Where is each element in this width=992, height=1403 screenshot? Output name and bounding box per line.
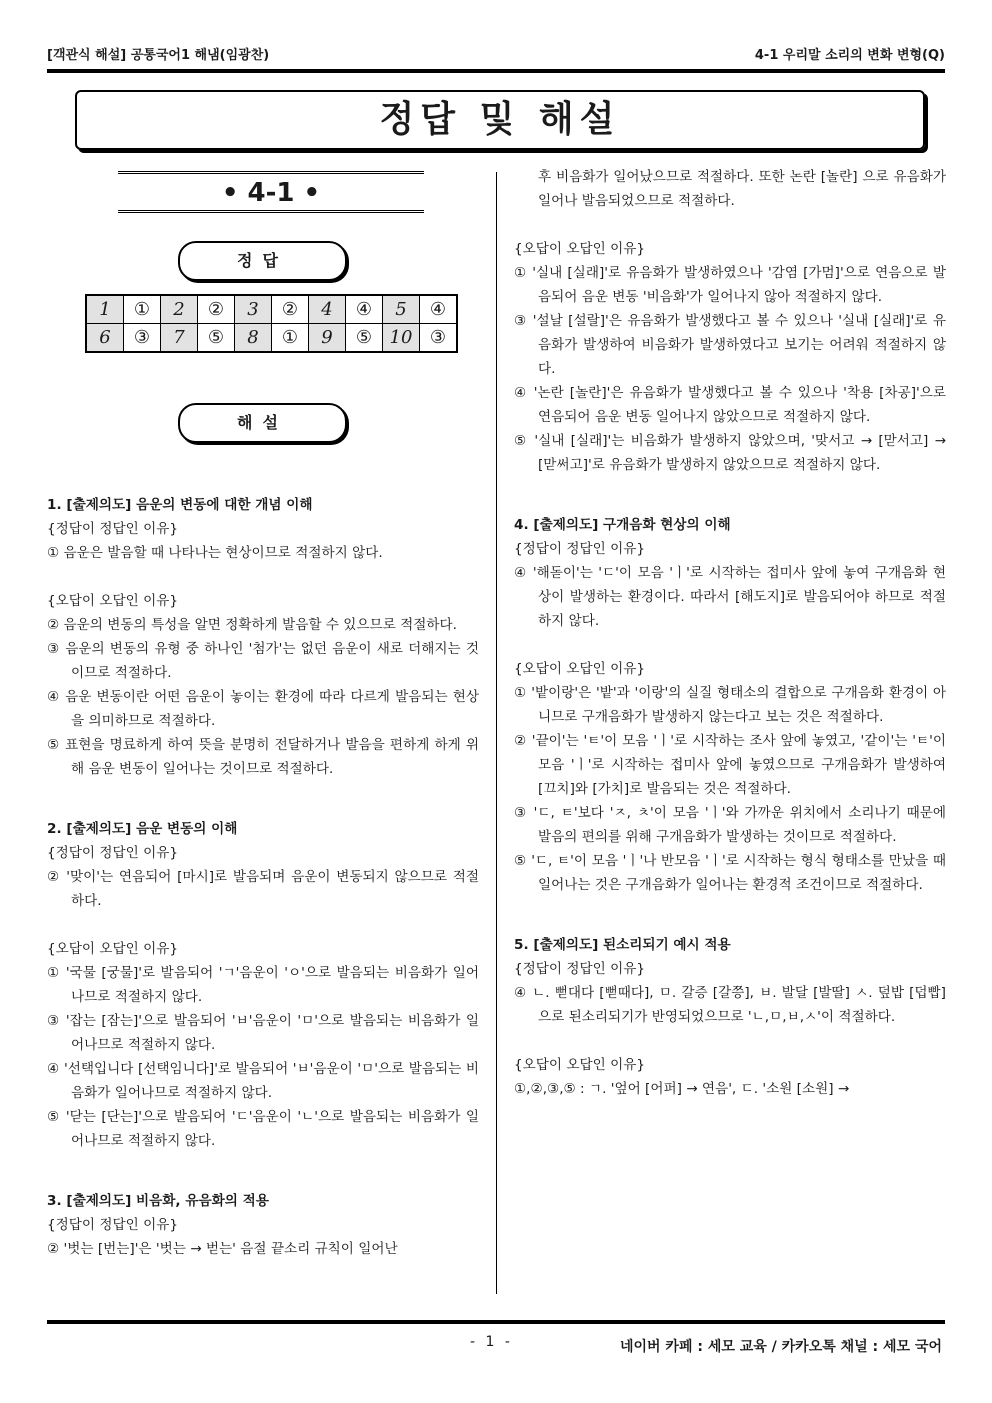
answer-row (86, 324, 457, 353)
q2-correct-heading: {정답이 정답인 이유} (47, 845, 178, 861)
explanation-pill: 해설 (178, 403, 347, 443)
answer-value: ③ (124, 324, 161, 353)
q4-title: 4. [출제의도] 구개음화 현상의 이해 (514, 517, 731, 533)
answer-value: ④ (420, 295, 458, 324)
q2-wrong-item: ④ '선택입니다 [선택임니다]'로 발음되어 'ㅂ'음운이 'ㅁ'으로 발음되는 비음화가 일어나므로 적절하지 않다. (47, 1061, 479, 1101)
q1-correct-item: ① 음운은 발음할 때 나타나는 현상이므로 적절하지 않다. (47, 545, 383, 561)
q2-wrong-heading: {오답이 오답인 이유} (47, 941, 178, 957)
answer-number: 7 (161, 324, 198, 353)
q2-wrong-item: ① '국물 [궁물]'로 발음되어 'ㄱ'음운이 'ㅇ'으로 발음되는 비음화가 일어나므로 적절하지 않다. (47, 965, 479, 1005)
answer-number: 9 (309, 324, 346, 353)
q2-wrong-item: ⑤ '닫는 [단는]'으로 발음되어 'ㄷ'음운이 'ㄴ'으로 발음되는 비음화가 일어나므로 적절하지 않다. (47, 1109, 479, 1149)
q1-wrong-item: ⑤ 표현을 명료하게 하여 뜻을 분명히 전달하거나 발음을 편하게 하게 위해 음운 변동이 일어나는 것이므로 적절하다. (47, 737, 479, 777)
footer-rule (47, 1320, 945, 1324)
q3-title: 3. [출제의도] 비음화, 유음화의 적용 (47, 1193, 269, 1209)
answer-value: ② (272, 295, 309, 324)
left-column (47, 493, 479, 1261)
q3-correct-continued: 후 비음화가 일어났으므로 적절하다. 또한 논란 [놀란] 으로 유음화가 일어나 발음되었으므로 적절하다. (538, 169, 946, 209)
q1-wrong-heading: {오답이 오답인 이유} (47, 593, 178, 609)
q1-correct-heading: {정답이 정답인 이유} (47, 521, 178, 537)
answer-number: 2 (161, 295, 198, 324)
q4-wrong-item: ② '끝이'는 'ㅌ'이 모음 'ㅣ'로 시작하는 조사 앞에 놓였고, '같이'는 'ㅌ'이 모음 'ㅣ'로 시작하는 접미사 앞에 놓였으므로 구개음화가 발생하여 [끄치]와 [가치]로 발음되는 것은 적절하다. (514, 733, 946, 797)
answer-row (86, 295, 457, 324)
header-left: [객관식 해설] 공통국어1 해냄(임광찬) (47, 48, 270, 63)
q3-wrong-item: ① '실내 [실래]'로 유음화가 발생하였으나 '감염 [가멈]'으로 연음으로 발음되어 음운 변동 '비음화'가 일어나지 않아 적절하지 않다. (514, 265, 946, 305)
answer-number: 4 (309, 295, 346, 324)
q3-correct-heading: {정답이 정답인 이유} (47, 1217, 178, 1233)
footer-credit: 네이버 카페 : 세모 교육 / 카카오톡 채널 : 세모 국어 (619, 1339, 942, 1355)
answer-number: 6 (86, 324, 124, 353)
answer-value: ⑤ (346, 324, 383, 353)
q5-title: 5. [출제의도] 된소리되기 예시 적용 (514, 937, 731, 953)
q1-wrong-item: ④ 음운 변동이란 어떤 음운이 놓이는 환경에 따라 다르게 발음되는 현상을 의미하므로 적절하다. (47, 689, 479, 729)
q1-wrong-item: ② 음운의 변동의 특성을 알면 정확하게 발음할 수 있으므로 적절하다. (47, 617, 457, 633)
q4-wrong-heading: {오답이 오답인 이유} (514, 661, 645, 677)
q3-wrong-heading: {오답이 오답인 이유} (514, 241, 645, 257)
section-rule-bottom (118, 210, 424, 213)
q2-title: 2. [출제의도] 음운 변동의 이해 (47, 821, 238, 837)
q3-wrong-item: ④ '논란 [놀란]'은 유음화가 발생했다고 볼 수 있으나 '착용 [차공]'으로 연음되어 음운 변동 일어나지 않았으므로 적절하지 않다. (514, 385, 946, 425)
q1-title: 1. [출제의도] 음운의 변동에 대한 개념 이해 (47, 497, 313, 513)
answer-value: ④ (346, 295, 383, 324)
answer-number: 10 (383, 324, 420, 353)
q4-correct-heading: {정답이 정답인 이유} (514, 541, 645, 557)
answer-pill: 정답 (178, 241, 347, 281)
answer-value: ① (272, 324, 309, 353)
q4-wrong-item: ⑤ 'ㄷ, ㅌ'이 모음 'ㅣ'나 반모음 'ㅣ'로 시작하는 형식 형태소를 만났을 때 일어나는 것은 구개음화가 일어나는 환경적 조건이므로 적절하다. (514, 853, 946, 893)
q4-correct-item: ④ '해돋이'는 'ㄷ'이 모음 'ㅣ'로 시작하는 접미사 앞에 놓여 구개음화 현상이 발생하는 환경이다. 따라서 [해도지]로 발음되어야 하므로 적절하지 않다. (514, 565, 946, 629)
page-number: - 1 - (470, 1334, 513, 1350)
page-title: 정답 및 해설 (75, 90, 925, 150)
q5-wrong-heading: {오답이 오답인 이유} (514, 1057, 645, 1073)
q3-correct-item: ② '벗는 [번는]'은 '벗는 → 벋는' 음절 끝소리 규칙이 일어난 (47, 1241, 398, 1257)
column-divider (496, 172, 497, 1294)
answer-number: 3 (235, 295, 272, 324)
answer-value: ⑤ (198, 324, 235, 353)
answer-number: 8 (235, 324, 272, 353)
answer-value: ① (124, 295, 161, 324)
header-right: 4-1 우리말 소리의 변화 변형(Q) (754, 48, 945, 63)
right-column (514, 165, 946, 1101)
q2-correct-item: ② '맞이'는 연음되어 [마시]로 발음되며 음운이 변동되지 않으므로 적절하다. (47, 869, 479, 909)
answer-value: ② (198, 295, 235, 324)
q5-correct-item: ④ ㄴ. 뻗대다 [뻗때다], ㅁ. 갈증 [갈쯩], ㅂ. 발달 [발딸] ㅅ. 덮밥 [덥빱]으로 된소리되기가 반영되었으므로 'ㄴ,ㅁ,ㅂ,ㅅ'이 적절하다. (514, 985, 946, 1025)
answer-table (85, 294, 458, 353)
q3-wrong-item: ③ '설날 [설랄]'은 유음화가 발생했다고 볼 수 있으나 '실내 [실래]'로 유음화가 발생하여 비음화가 발생하였다고 보기는 어려워 적절하지 않다. (514, 313, 946, 377)
q4-wrong-item: ① '밭이랑'은 '밭'과 '이랑'의 실질 형태소의 결합으로 구개음화 환경이 아니므로 구개음화가 발생하지 않는다고 보는 것은 적절하다. (514, 685, 946, 725)
q2-wrong-item: ③ '잡는 [잠는]'으로 발음되어 'ㅂ'음운이 'ㅁ'으로 발음되는 비음화가 일어나므로 적절하지 않다. (47, 1013, 479, 1053)
q1-wrong-item: ③ 음운의 변동의 유형 중 하나인 '첨가'는 없던 음운이 새로 더해지는 것이므로 적절하다. (47, 641, 479, 681)
header-rule (47, 69, 945, 73)
q5-correct-heading: {정답이 정답인 이유} (514, 961, 645, 977)
answer-value: ③ (420, 324, 458, 353)
section-rule-top (118, 171, 424, 174)
q3-wrong-item: ⑤ '실내 [실래]'는 비음화가 발생하지 않았으며, '맞서고 → [맏서고] → [맏써고]'로 유음화가 발생하지 않았으므로 적절하지 않다. (514, 433, 946, 473)
page-header (47, 44, 945, 66)
answer-number: 5 (383, 295, 420, 324)
q4-wrong-item: ③ 'ㄷ, ㅌ'보다 'ㅈ, ㅊ'이 모음 'ㅣ'와 가까운 위치에서 소리나기 때문에 발음의 편의를 위해 구개음화가 발생하는 것이므로 적절하다. (514, 805, 946, 845)
q5-wrong-item: ①,②,③,⑤ : ㄱ. '엎어 [어퍼] → 연음', ㄷ. '소원 [소원] → (514, 1081, 850, 1097)
section-label: • 4-1 • (221, 178, 321, 208)
answer-number: 1 (86, 295, 124, 324)
